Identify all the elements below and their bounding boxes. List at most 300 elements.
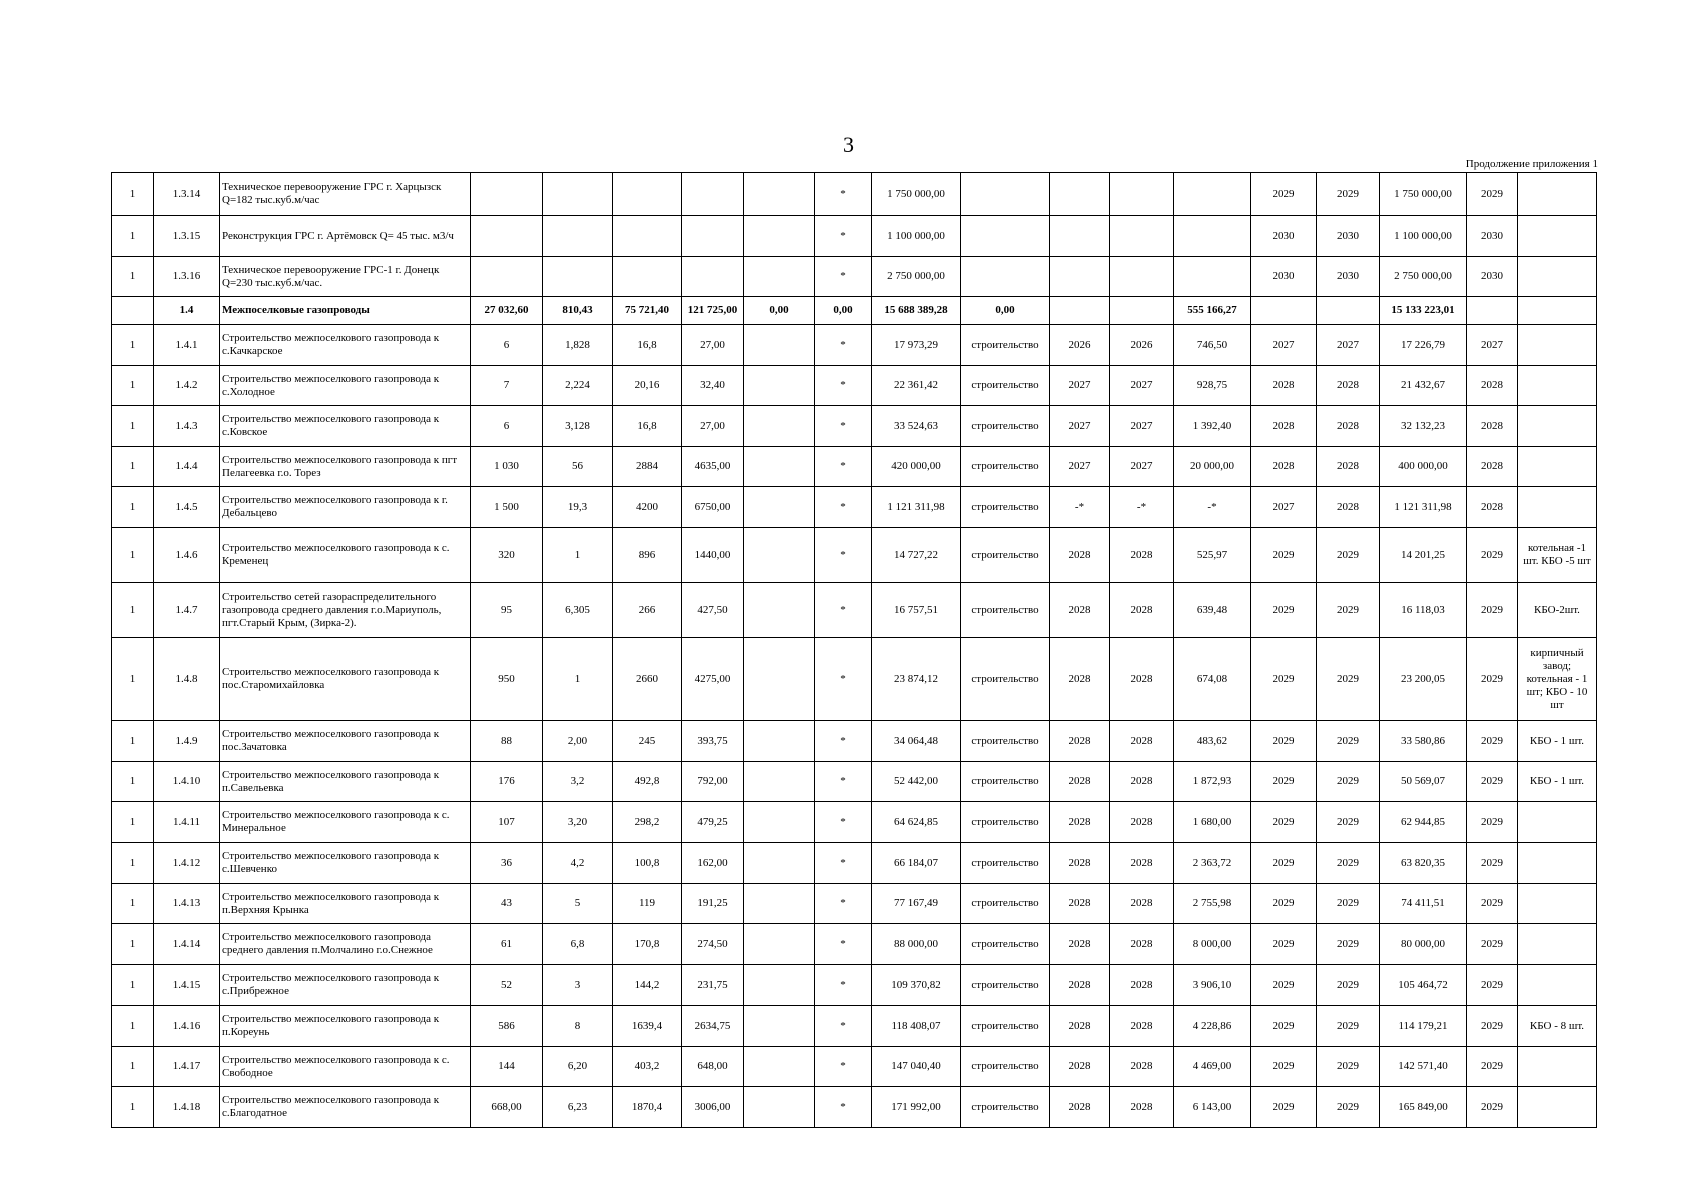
col-volume-a: 2884 — [613, 447, 682, 487]
col-description: Строительство межпоселкового газопровода к с.Благодатное — [220, 1087, 471, 1128]
col-note — [1518, 1087, 1597, 1128]
col-code: 1.4.10 — [154, 762, 220, 802]
col-build-cost: 62 944,85 — [1380, 802, 1467, 843]
col-build-start: 2029 — [1251, 528, 1317, 583]
col-value-a — [744, 216, 815, 257]
col-commissioning-year: 2028 — [1467, 447, 1518, 487]
col-length: 320 — [471, 528, 543, 583]
col-design-end: 2028 — [1110, 638, 1174, 721]
col-code: 1.4.4 — [154, 447, 220, 487]
col-description: Строительство межпоселкового газопровода к с. Кременец — [220, 528, 471, 583]
col-build-start — [1251, 297, 1317, 325]
table-row — [112, 257, 1597, 297]
col-value-a — [744, 638, 815, 721]
col-description: Строительство межпоселкового газопровода к с. Минеральное — [220, 802, 471, 843]
col-group: 1 — [112, 406, 154, 447]
col-volume-a: 266 — [613, 583, 682, 638]
table-row — [112, 638, 1597, 721]
table-row — [112, 924, 1597, 965]
col-build-start: 2029 — [1251, 1047, 1317, 1087]
col-work-type: строительство — [961, 583, 1050, 638]
col-description: Строительство межпоселкового газопровода среднего давления п.Молчалино г.о.Снежное — [220, 924, 471, 965]
col-design-end: 2027 — [1110, 447, 1174, 487]
col-work-type: строительство — [961, 965, 1050, 1006]
col-build-end — [1317, 297, 1380, 325]
col-total-cost: 22 361,42 — [872, 366, 961, 406]
col-design-end — [1110, 173, 1174, 216]
col-design-end: 2027 — [1110, 366, 1174, 406]
col-commissioning-year: 2029 — [1467, 924, 1518, 965]
col-design-cost: 1 680,00 — [1174, 802, 1251, 843]
col-marker: * — [815, 884, 872, 924]
col-length — [471, 216, 543, 257]
col-total-cost: 88 000,00 — [872, 924, 961, 965]
col-total-cost: 52 442,00 — [872, 762, 961, 802]
col-note — [1518, 297, 1597, 325]
col-volume-a: 144,2 — [613, 965, 682, 1006]
col-total-cost: 2 750 000,00 — [872, 257, 961, 297]
col-note — [1518, 173, 1597, 216]
col-design-end: 2028 — [1110, 843, 1174, 884]
col-code: 1.3.16 — [154, 257, 220, 297]
col-value-a — [744, 1087, 815, 1128]
table-row — [112, 1047, 1597, 1087]
col-marker: * — [815, 802, 872, 843]
col-description: Строительство межпоселкового газопровода к пос.Зачатовка — [220, 721, 471, 762]
col-marker: * — [815, 1006, 872, 1047]
col-volume-a: 896 — [613, 528, 682, 583]
col-build-start: 2028 — [1251, 447, 1317, 487]
col-design-cost: 4 469,00 — [1174, 1047, 1251, 1087]
col-volume-b: 2634,75 — [682, 1006, 744, 1047]
col-total-cost: 1 750 000,00 — [872, 173, 961, 216]
col-group: 1 — [112, 173, 154, 216]
col-work-type: строительство — [961, 325, 1050, 366]
col-note: котельная -1 шт. КБО -5 шт — [1518, 528, 1597, 583]
col-build-cost: 142 571,40 — [1380, 1047, 1467, 1087]
col-design-end: 2028 — [1110, 1087, 1174, 1128]
col-commissioning-year: 2029 — [1467, 528, 1518, 583]
col-build-end: 2030 — [1317, 257, 1380, 297]
col-build-start: 2027 — [1251, 487, 1317, 528]
col-value-a — [744, 583, 815, 638]
col-design-cost: 2 363,72 — [1174, 843, 1251, 884]
col-group: 1 — [112, 325, 154, 366]
col-build-start: 2028 — [1251, 406, 1317, 447]
col-design-cost: 525,97 — [1174, 528, 1251, 583]
page-number: 3 — [843, 132, 854, 157]
col-group — [112, 297, 154, 325]
col-value-a — [744, 762, 815, 802]
col-marker: * — [815, 447, 872, 487]
col-diameter: 1 — [543, 528, 613, 583]
col-note: КБО - 1 шт. — [1518, 721, 1597, 762]
col-value-a — [744, 173, 815, 216]
col-code: 1.4.18 — [154, 1087, 220, 1128]
col-length — [471, 257, 543, 297]
col-group: 1 — [112, 802, 154, 843]
table-row — [112, 447, 1597, 487]
col-design-end: 2027 — [1110, 406, 1174, 447]
col-design-end — [1110, 216, 1174, 257]
col-length: 668,00 — [471, 1087, 543, 1128]
col-code: 1.4.5 — [154, 487, 220, 528]
col-design-start: 2028 — [1050, 965, 1110, 1006]
col-volume-a — [613, 257, 682, 297]
col-build-cost: 105 464,72 — [1380, 965, 1467, 1006]
col-value-a — [744, 447, 815, 487]
col-work-type: строительство — [961, 884, 1050, 924]
col-code: 1.4.12 — [154, 843, 220, 884]
continuation-label: Продолжение приложения 1 — [1465, 158, 1598, 170]
col-note — [1518, 965, 1597, 1006]
col-build-cost: 1 121 311,98 — [1380, 487, 1467, 528]
col-total-cost: 34 064,48 — [872, 721, 961, 762]
col-value-a — [744, 1006, 815, 1047]
col-design-cost — [1174, 216, 1251, 257]
table-row — [112, 487, 1597, 528]
col-marker: 0,00 — [815, 297, 872, 325]
col-volume-a: 4200 — [613, 487, 682, 528]
table-section-row — [112, 297, 1597, 325]
col-build-cost: 14 201,25 — [1380, 528, 1467, 583]
col-build-cost: 21 432,67 — [1380, 366, 1467, 406]
col-commissioning-year: 2029 — [1467, 1006, 1518, 1047]
col-build-end: 2029 — [1317, 965, 1380, 1006]
col-diameter: 2,00 — [543, 721, 613, 762]
col-work-type: строительство — [961, 638, 1050, 721]
col-design-start: 2028 — [1050, 884, 1110, 924]
col-volume-a — [613, 216, 682, 257]
col-value-a — [744, 487, 815, 528]
col-design-start: 2028 — [1050, 762, 1110, 802]
col-length — [471, 173, 543, 216]
col-commissioning-year: 2027 — [1467, 325, 1518, 366]
col-diameter: 6,20 — [543, 1047, 613, 1087]
col-description: Строительство межпоселкового газопровода к пос.Старомихайловка — [220, 638, 471, 721]
col-design-end: 2028 — [1110, 802, 1174, 843]
col-marker: * — [815, 487, 872, 528]
col-length: 6 — [471, 406, 543, 447]
col-build-end: 2029 — [1317, 583, 1380, 638]
table-row — [112, 762, 1597, 802]
col-build-end: 2029 — [1317, 884, 1380, 924]
col-value-a — [744, 843, 815, 884]
col-code: 1.3.15 — [154, 216, 220, 257]
col-group: 1 — [112, 366, 154, 406]
col-description: Техническое перевооружение ГРС г. Харцызск Q=182 тыс.куб.м/час — [220, 173, 471, 216]
col-note — [1518, 257, 1597, 297]
col-build-cost: 2 750 000,00 — [1380, 257, 1467, 297]
col-volume-a: 492,8 — [613, 762, 682, 802]
col-diameter: 2,224 — [543, 366, 613, 406]
col-volume-b: 3006,00 — [682, 1087, 744, 1128]
col-build-cost: 50 569,07 — [1380, 762, 1467, 802]
col-volume-b: 162,00 — [682, 843, 744, 884]
col-design-start: 2026 — [1050, 325, 1110, 366]
col-volume-a: 1639,4 — [613, 1006, 682, 1047]
col-code: 1.4.6 — [154, 528, 220, 583]
col-commissioning-year: 2029 — [1467, 884, 1518, 924]
col-work-type — [961, 257, 1050, 297]
col-work-type: строительство — [961, 487, 1050, 528]
col-design-start: 2028 — [1050, 802, 1110, 843]
col-description: Строительство межпоселкового газопровода к п.Верхняя Крынка — [220, 884, 471, 924]
col-description: Строительство межпоселкового газопровода к г. Дебальцево — [220, 487, 471, 528]
col-build-end: 2029 — [1317, 638, 1380, 721]
col-diameter: 6,305 — [543, 583, 613, 638]
col-build-end: 2029 — [1317, 802, 1380, 843]
col-note — [1518, 843, 1597, 884]
col-total-cost: 77 167,49 — [872, 884, 961, 924]
col-build-start: 2030 — [1251, 216, 1317, 257]
col-code: 1.4.8 — [154, 638, 220, 721]
col-diameter: 3 — [543, 965, 613, 1006]
col-total-cost: 33 524,63 — [872, 406, 961, 447]
table-row — [112, 843, 1597, 884]
col-length: 107 — [471, 802, 543, 843]
col-code: 1.4 — [154, 297, 220, 325]
col-design-end — [1110, 257, 1174, 297]
col-volume-a: 16,8 — [613, 325, 682, 366]
col-total-cost: 66 184,07 — [872, 843, 961, 884]
col-length: 6 — [471, 325, 543, 366]
col-volume-a: 403,2 — [613, 1047, 682, 1087]
col-build-end: 2029 — [1317, 843, 1380, 884]
table-row — [112, 1006, 1597, 1047]
col-build-start: 2029 — [1251, 1006, 1317, 1047]
col-build-end: 2028 — [1317, 447, 1380, 487]
col-length: 43 — [471, 884, 543, 924]
col-design-cost: 674,08 — [1174, 638, 1251, 721]
col-group: 1 — [112, 762, 154, 802]
col-note — [1518, 216, 1597, 257]
col-design-start: 2028 — [1050, 924, 1110, 965]
col-volume-a: 170,8 — [613, 924, 682, 965]
col-length: 1 500 — [471, 487, 543, 528]
col-build-end: 2028 — [1317, 406, 1380, 447]
col-design-cost: 928,75 — [1174, 366, 1251, 406]
col-build-start: 2029 — [1251, 583, 1317, 638]
col-length: 88 — [471, 721, 543, 762]
col-build-cost: 400 000,00 — [1380, 447, 1467, 487]
col-build-start: 2029 — [1251, 1087, 1317, 1128]
col-build-cost: 23 200,05 — [1380, 638, 1467, 721]
col-design-start — [1050, 297, 1110, 325]
col-volume-a: 298,2 — [613, 802, 682, 843]
col-design-cost: 8 000,00 — [1174, 924, 1251, 965]
col-value-a — [744, 924, 815, 965]
col-total-cost: 64 624,85 — [872, 802, 961, 843]
investment-program-table — [111, 172, 1597, 1128]
col-build-end: 2028 — [1317, 366, 1380, 406]
col-value-a — [744, 406, 815, 447]
table-row — [112, 1087, 1597, 1128]
col-design-start — [1050, 216, 1110, 257]
col-length: 95 — [471, 583, 543, 638]
col-volume-a: 100,8 — [613, 843, 682, 884]
col-build-cost: 1 750 000,00 — [1380, 173, 1467, 216]
col-commissioning-year: 2029 — [1467, 965, 1518, 1006]
col-value-a — [744, 528, 815, 583]
col-code: 1.4.13 — [154, 884, 220, 924]
col-build-end: 2029 — [1317, 924, 1380, 965]
col-design-cost: 1 872,93 — [1174, 762, 1251, 802]
col-volume-a — [613, 173, 682, 216]
col-value-a — [744, 257, 815, 297]
col-build-start: 2029 — [1251, 924, 1317, 965]
col-note — [1518, 802, 1597, 843]
col-note: кирпичный завод; котельная - 1 шт; КБО - 10 шт — [1518, 638, 1597, 721]
col-design-cost: 2 755,98 — [1174, 884, 1251, 924]
col-commissioning-year: 2030 — [1467, 216, 1518, 257]
col-work-type: строительство — [961, 366, 1050, 406]
col-build-cost: 15 133 223,01 — [1380, 297, 1467, 325]
col-marker: * — [815, 1047, 872, 1087]
col-value-a — [744, 366, 815, 406]
col-design-end: 2026 — [1110, 325, 1174, 366]
col-volume-b — [682, 257, 744, 297]
col-build-cost: 63 820,35 — [1380, 843, 1467, 884]
col-diameter: 1 — [543, 638, 613, 721]
col-diameter: 4,2 — [543, 843, 613, 884]
col-total-cost: 171 992,00 — [872, 1087, 961, 1128]
col-group: 1 — [112, 884, 154, 924]
col-work-type: строительство — [961, 924, 1050, 965]
col-commissioning-year: 2029 — [1467, 802, 1518, 843]
col-build-start: 2029 — [1251, 173, 1317, 216]
col-design-start: 2028 — [1050, 843, 1110, 884]
col-work-type: строительство — [961, 528, 1050, 583]
col-group: 1 — [112, 1006, 154, 1047]
col-design-cost: 555 166,27 — [1174, 297, 1251, 325]
col-build-end: 2029 — [1317, 173, 1380, 216]
col-build-end: 2028 — [1317, 487, 1380, 528]
col-total-cost: 14 727,22 — [872, 528, 961, 583]
col-build-end: 2029 — [1317, 528, 1380, 583]
col-diameter: 3,2 — [543, 762, 613, 802]
col-value-a: 0,00 — [744, 297, 815, 325]
col-build-cost: 17 226,79 — [1380, 325, 1467, 366]
table-row — [112, 325, 1597, 366]
col-build-end: 2029 — [1317, 762, 1380, 802]
col-design-start — [1050, 257, 1110, 297]
col-description: Строительство межпоселкового газопровода к п.Кореунь — [220, 1006, 471, 1047]
col-design-end: 2028 — [1110, 924, 1174, 965]
col-diameter — [543, 257, 613, 297]
col-design-cost: -* — [1174, 487, 1251, 528]
col-volume-b: 1440,00 — [682, 528, 744, 583]
col-value-a — [744, 721, 815, 762]
col-description: Реконструкция ГРС г. Артёмовск Q= 45 тыс. м3/ч — [220, 216, 471, 257]
col-volume-a: 1870,4 — [613, 1087, 682, 1128]
col-design-start: 2028 — [1050, 1087, 1110, 1128]
col-work-type: строительство — [961, 721, 1050, 762]
col-total-cost: 118 408,07 — [872, 1006, 961, 1047]
col-diameter: 5 — [543, 884, 613, 924]
col-design-cost: 3 906,10 — [1174, 965, 1251, 1006]
table-row — [112, 216, 1597, 257]
col-build-cost: 16 118,03 — [1380, 583, 1467, 638]
col-design-cost: 1 392,40 — [1174, 406, 1251, 447]
col-design-end: 2028 — [1110, 965, 1174, 1006]
col-volume-a: 2660 — [613, 638, 682, 721]
col-design-cost: 639,48 — [1174, 583, 1251, 638]
table-row — [112, 802, 1597, 843]
col-design-end — [1110, 297, 1174, 325]
col-build-start: 2030 — [1251, 257, 1317, 297]
col-diameter: 6,8 — [543, 924, 613, 965]
col-total-cost: 23 874,12 — [872, 638, 961, 721]
col-build-end: 2029 — [1317, 721, 1380, 762]
col-marker: * — [815, 325, 872, 366]
col-length: 1 030 — [471, 447, 543, 487]
col-build-end: 2030 — [1317, 216, 1380, 257]
col-diameter: 1,828 — [543, 325, 613, 366]
col-design-cost: 483,62 — [1174, 721, 1251, 762]
col-design-cost — [1174, 173, 1251, 216]
col-diameter: 3,128 — [543, 406, 613, 447]
col-commissioning-year: 2028 — [1467, 406, 1518, 447]
col-design-start: 2027 — [1050, 406, 1110, 447]
col-diameter: 810,43 — [543, 297, 613, 325]
col-diameter: 6,23 — [543, 1087, 613, 1128]
col-diameter: 3,20 — [543, 802, 613, 843]
col-build-cost: 1 100 000,00 — [1380, 216, 1467, 257]
col-marker: * — [815, 528, 872, 583]
col-volume-b: 4275,00 — [682, 638, 744, 721]
table-row — [112, 406, 1597, 447]
col-design-end: 2028 — [1110, 884, 1174, 924]
table-body — [112, 173, 1597, 1128]
col-build-start: 2029 — [1251, 843, 1317, 884]
col-design-cost: 746,50 — [1174, 325, 1251, 366]
col-volume-b: 191,25 — [682, 884, 744, 924]
col-description: Строительство межпоселкового газопровода к с.Качкарское — [220, 325, 471, 366]
col-build-start: 2029 — [1251, 802, 1317, 843]
col-marker: * — [815, 638, 872, 721]
col-design-start: 2027 — [1050, 366, 1110, 406]
col-design-start: 2028 — [1050, 1006, 1110, 1047]
col-commissioning-year: 2029 — [1467, 721, 1518, 762]
col-build-start: 2029 — [1251, 762, 1317, 802]
col-diameter: 19,3 — [543, 487, 613, 528]
col-work-type — [961, 216, 1050, 257]
col-note — [1518, 924, 1597, 965]
col-build-cost: 80 000,00 — [1380, 924, 1467, 965]
col-work-type: строительство — [961, 802, 1050, 843]
col-volume-a: 16,8 — [613, 406, 682, 447]
col-design-start: 2028 — [1050, 721, 1110, 762]
col-description: Техническое перевооружение ГРС-1 г. Донецк Q=230 тыс.куб.м/час. — [220, 257, 471, 297]
col-note — [1518, 884, 1597, 924]
col-marker: * — [815, 583, 872, 638]
col-commissioning-year: 2029 — [1467, 583, 1518, 638]
col-work-type: строительство — [961, 1087, 1050, 1128]
col-length: 586 — [471, 1006, 543, 1047]
col-group: 1 — [112, 583, 154, 638]
col-total-cost: 16 757,51 — [872, 583, 961, 638]
col-build-end: 2027 — [1317, 325, 1380, 366]
col-design-start: 2028 — [1050, 528, 1110, 583]
col-group: 1 — [112, 528, 154, 583]
col-group: 1 — [112, 447, 154, 487]
col-build-start: 2028 — [1251, 366, 1317, 406]
col-group: 1 — [112, 924, 154, 965]
col-volume-b: 27,00 — [682, 325, 744, 366]
col-design-end: 2028 — [1110, 721, 1174, 762]
col-commissioning-year: 2029 — [1467, 1087, 1518, 1128]
